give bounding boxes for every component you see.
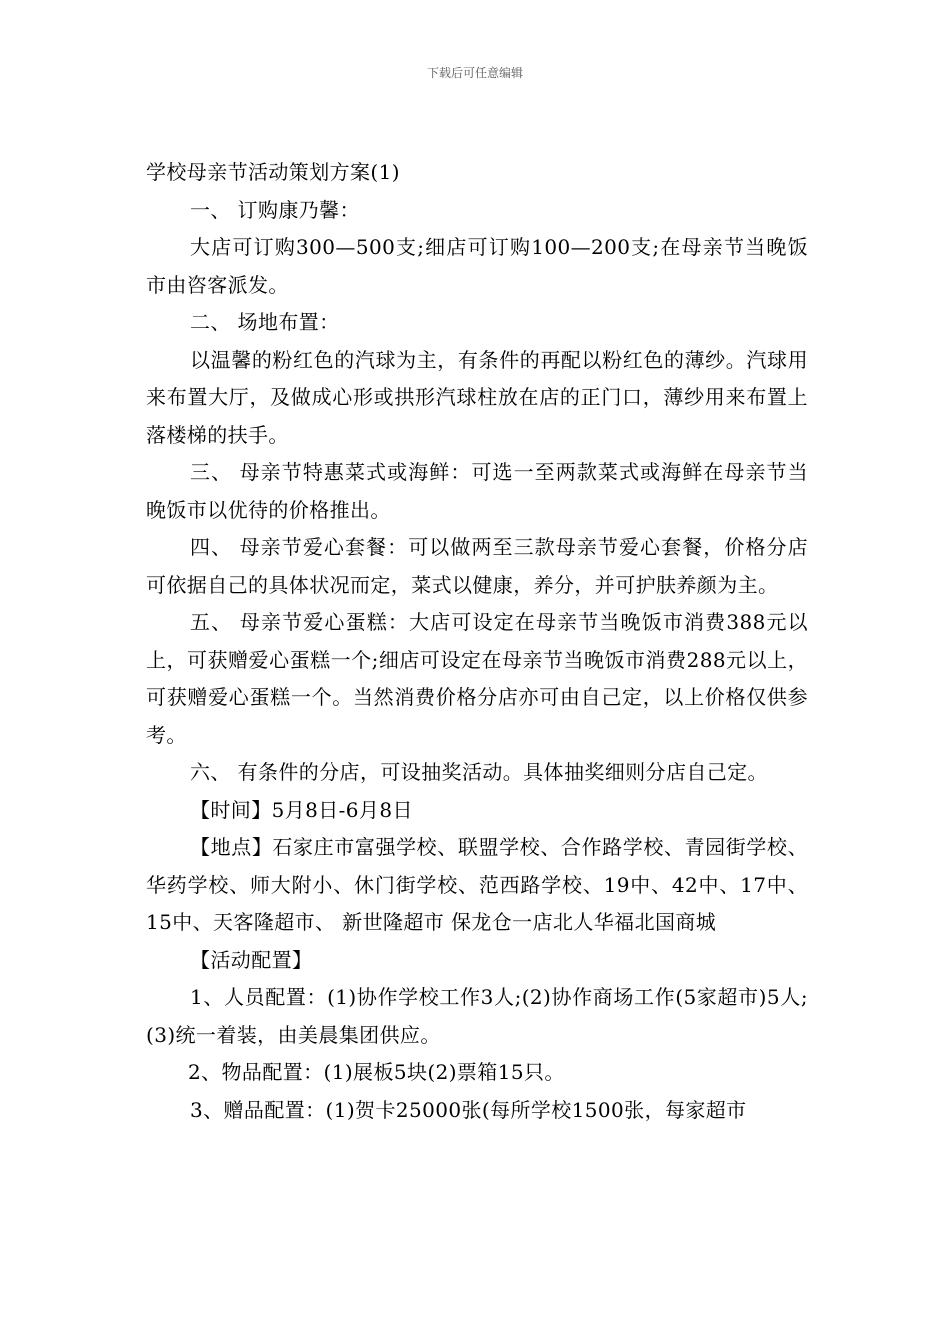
document-title: 学校母亲节活动策划方案(1) bbox=[146, 160, 400, 184]
paragraph-materials-config: 2、物品配置：(1)展板5块(2)票箱15只。 bbox=[188, 1060, 565, 1084]
paragraph-location: 【地点】石家庄市富强学校、联盟学校、合作路学校、青园街学校、华药学校、师大附小、休门街学校、范西路学校、19中、42中、17中、15中、天客隆超市、 新世隆超市 保龙仓一店北人华福北国商城 bbox=[146, 835, 808, 934]
paragraph-venue-heading: 二、 场地布置： bbox=[190, 310, 340, 334]
paragraph-staff-config: 1、人员配置：(1)协作学校工作3人;(2)协作商场工作(5家超市)5人;(3)统一着装，由美晨集团供应。 bbox=[146, 985, 808, 1047]
paragraph-time: 【时间】5月8日-6月8日 bbox=[190, 797, 413, 822]
paragraph-activity-config: 【活动配置】 bbox=[190, 947, 313, 972]
paragraph-love-set-meal: 四、 母亲节爱心套餐：可以做两至三款母亲节爱心套餐，价格分店可依据自己的具体状况而定，菜式以健康，养分，并可护肤养颜为主。 bbox=[146, 535, 808, 597]
paragraph-lottery: 六、 有条件的分店，可设抽奖活动。具体抽奖细则分店自己定。 bbox=[190, 760, 768, 784]
paragraph-special-dishes: 三、 母亲节特惠菜式或海鲜：可选一至两款菜式或海鲜在母亲节当晚饭市以优待的价格推出。 bbox=[146, 460, 808, 522]
paragraph-love-cake: 五、 母亲节爱心蛋糕：大店可设定在母亲节当晚饭市消费388元以上，可获赠爱心蛋糕一个;细店可设定在母亲节当晚饭市消费288元以上，可获赠爱心蛋糕一个。当然消费价格分店亦可由自己定，以上价格仅供参考。 bbox=[146, 610, 808, 747]
paragraph-order-flowers: 一、 订购康乃馨： bbox=[190, 197, 360, 222]
document-body bbox=[146, 154, 808, 1129]
page-header-note: 下载后可任意编辑 bbox=[426, 66, 523, 80]
paragraph-order-details: 大店可订购300—500支;细店可订购100—200支;在母亲节当晚饭市由咨客派发。 bbox=[146, 235, 808, 297]
paragraph-venue-details: 以温馨的粉红色的汽球为主，有条件的再配以粉红色的薄纱。汽球用来布置大厅，及做成心形或拱形汽球柱放在店的正门口，薄纱用来布置上落楼梯的扶手。 bbox=[146, 347, 808, 447]
paragraph-gifts-config: 3、赠品配置：(1)贺卡25000张(每所学校1500张，每家超市 bbox=[190, 1097, 747, 1122]
